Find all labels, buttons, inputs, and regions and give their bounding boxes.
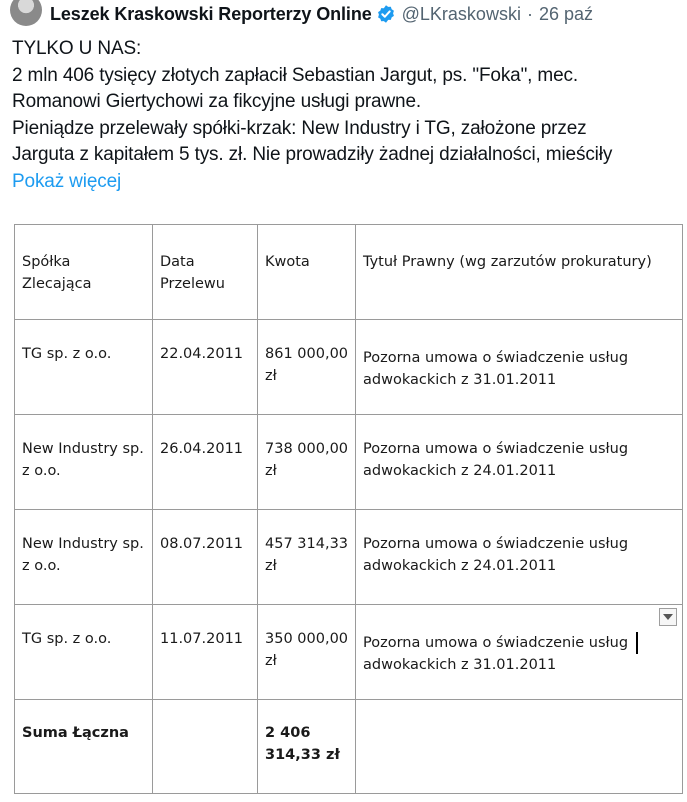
table-header-row: [15, 225, 683, 320]
chevron-down-icon[interactable]: [659, 608, 677, 626]
tweet-date[interactable]: 26 paź: [538, 3, 593, 24]
amount-cell: 350 000,00 zł: [258, 605, 356, 700]
show-more-link[interactable]: Pokaż więcej: [12, 170, 122, 192]
title-cell: Pozorna umowa o świadczenie usług adwokackich z 24.01.2011: [356, 415, 683, 510]
table-row: [15, 415, 683, 510]
header-cell: Kwota: [258, 225, 356, 320]
attached-image[interactable]: [14, 224, 682, 798]
text-cursor: [636, 632, 638, 654]
table-row: [15, 510, 683, 605]
date-cell: 26.04.2011: [153, 415, 258, 510]
amount-cell: 738 000,00 zł: [258, 415, 356, 510]
table-sum-row: [15, 700, 683, 794]
company-cell: New Industry sp. z o.o.: [15, 510, 153, 605]
table-row: [15, 320, 683, 415]
tweet-line: 2 mln 406 tysięcy złotych zapłacił Sebastian Jargut, ps. "Foka", mec.: [12, 64, 579, 86]
date-cell: 22.04.2011: [153, 320, 258, 415]
title-cell: Pozorna umowa o świadczenie usług adwokackich z 31.01.2011: [356, 320, 683, 415]
amount-cell: 457 314,33 zł: [258, 510, 356, 605]
title-cell: Pozorna umowa o świadczenie usług adwokackich z 24.01.2011: [356, 510, 683, 605]
avatar[interactable]: [10, 0, 42, 26]
author-name[interactable]: Leszek Kraskowski Reporterzy Online: [50, 3, 372, 24]
author-handle[interactable]: @LKraskowski: [401, 3, 521, 24]
tweet-line: Jarguta z kapitałem 5 tys. zł. Nie prowadziły żadnej działalności, mieściły: [12, 144, 613, 166]
tweet-header: [10, 0, 687, 28]
date-cell: 11.07.2011: [153, 605, 258, 700]
amount-cell: 861 000,00 zł: [258, 320, 356, 415]
sum-label: Suma Łączna: [15, 700, 153, 794]
separator-dot: ·: [526, 3, 533, 24]
table-row: [15, 605, 683, 700]
sum-amount: 2 406 314,33 zł: [258, 700, 356, 794]
header-cell: Data Przelewu: [153, 225, 258, 320]
verified-badge-icon[interactable]: [376, 4, 396, 24]
header-cell: Spółka Zlecająca: [15, 225, 153, 320]
tweet-line: Pieniądze przelewały spółki-krzak: New Industry i TG, założone przez: [12, 117, 587, 139]
title-cell: Pozorna umowa o świadczenie usług adwokackich z 31.01.2011: [356, 605, 683, 700]
tweet-text: [12, 36, 682, 196]
tweet-line: Romanowi Giertychowi za fikcyjne usługi prawne.: [12, 91, 422, 113]
company-cell: TG sp. z o.o.: [15, 320, 153, 415]
date-cell: 08.07.2011: [153, 510, 258, 605]
company-cell: TG sp. z o.o.: [15, 605, 153, 700]
header-cell: Tytuł Prawny (wg zarzutów prokuratury): [356, 225, 683, 320]
empty-cell: [356, 700, 683, 794]
company-cell: New Industry sp. z o.o.: [15, 415, 153, 510]
empty-cell: [153, 700, 258, 794]
tweet-line: TYLKO U NAS:: [12, 38, 142, 59]
transfers-table: [14, 224, 683, 794]
